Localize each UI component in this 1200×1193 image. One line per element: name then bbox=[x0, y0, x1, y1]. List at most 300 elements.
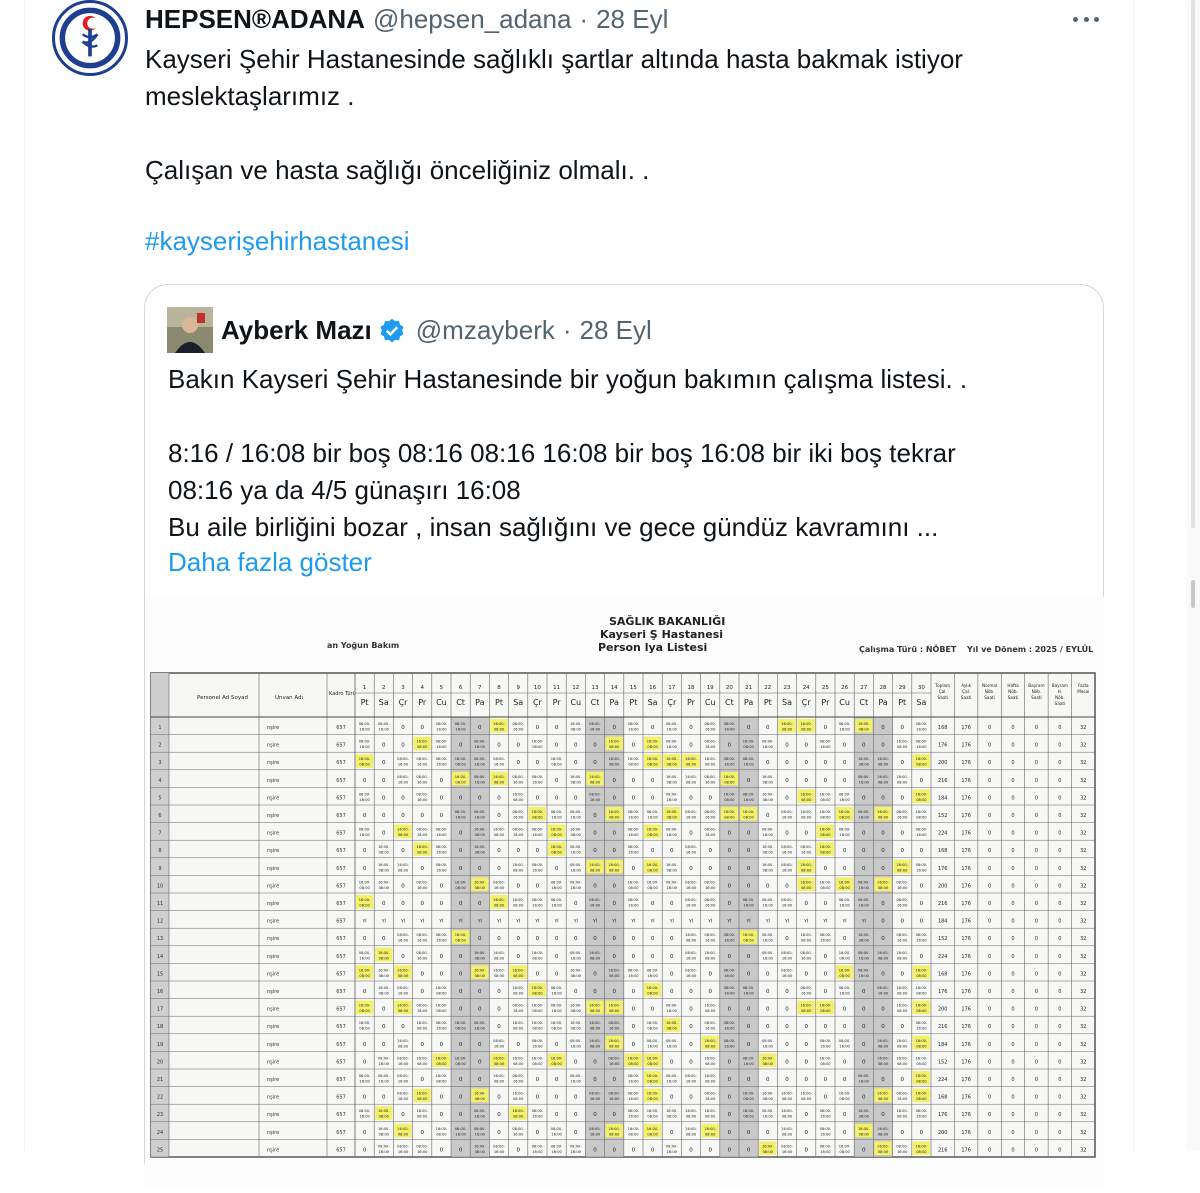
row-number: 14 bbox=[156, 953, 164, 960]
shift-cell: 16:00 bbox=[397, 1097, 409, 1102]
off-cell: 0 bbox=[458, 1041, 463, 1048]
kadro-cell: 657 bbox=[336, 1006, 346, 1013]
leave-cell: Yİ bbox=[458, 919, 463, 925]
shift-cell: 08:00- bbox=[896, 898, 909, 902]
hashtag-link[interactable]: #kayserişehirhastanesi bbox=[145, 226, 410, 256]
shift-cell: 08:00- bbox=[512, 722, 525, 726]
off-cell: 0 bbox=[727, 830, 732, 837]
off-cell: 0 bbox=[574, 795, 578, 802]
shift-cell: 08:00 bbox=[493, 780, 505, 785]
shift-cell: 08:00 bbox=[666, 1026, 677, 1031]
row-number: 10 bbox=[156, 883, 164, 890]
summary-cell: 176 bbox=[937, 1112, 948, 1119]
summary-cell: 0 bbox=[987, 918, 992, 925]
shift-cell: 16:00- bbox=[531, 1056, 544, 1061]
shift-cell: 16:00 bbox=[666, 1079, 677, 1084]
off-cell: 0 bbox=[382, 1094, 386, 1101]
off-cell: 0 bbox=[401, 795, 405, 802]
shift-cell: 08:00 bbox=[685, 938, 697, 943]
off-cell: 0 bbox=[516, 1041, 520, 1048]
off-cell: 0 bbox=[862, 1041, 866, 1048]
summary-header: Mesai bbox=[1077, 689, 1090, 694]
shift-cell: 16:00- bbox=[531, 950, 544, 955]
shift-cell: 08:00- bbox=[358, 722, 371, 726]
summary-header: Saati bbox=[960, 695, 972, 700]
show-more-link[interactable]: Daha fazla göster bbox=[168, 547, 372, 577]
shift-cell: 08:00- bbox=[569, 950, 582, 955]
shift-cell: 08:00 bbox=[647, 1026, 658, 1031]
day-name: Sa bbox=[378, 698, 389, 707]
off-cell: 0 bbox=[382, 795, 386, 802]
shift-cell: 08:00- bbox=[569, 1144, 582, 1149]
shift-cell: 08:00- bbox=[531, 1144, 544, 1149]
shift-cell: 08:00- bbox=[473, 1109, 486, 1114]
off-cell: 0 bbox=[689, 1147, 693, 1154]
unvan-cell: nşire bbox=[267, 918, 280, 925]
day-name: Pt bbox=[763, 698, 772, 707]
off-cell: 0 bbox=[478, 1006, 482, 1013]
shift-cell: 16:00- bbox=[742, 933, 755, 938]
shift-cell: 16:00 bbox=[589, 1132, 601, 1137]
shift-cell: 08:00 bbox=[378, 956, 389, 961]
day-name: Ct bbox=[456, 698, 465, 707]
shift-cell: 16:00 bbox=[493, 1044, 505, 1049]
day-name: Ct bbox=[725, 698, 734, 707]
shift-cell: 16:00- bbox=[646, 827, 659, 832]
off-cell: 0 bbox=[631, 865, 636, 872]
summary-cell: 32 bbox=[1080, 742, 1087, 749]
shift-cell: 16:00- bbox=[838, 1091, 851, 1096]
shift-cell: 16:00- bbox=[473, 1144, 486, 1149]
off-cell: 0 bbox=[458, 901, 463, 907]
shift-cell: 16:00 bbox=[532, 903, 543, 908]
summary-cell: 176 bbox=[961, 848, 971, 855]
attached-schedule-image[interactable] bbox=[145, 597, 1105, 1187]
display-name[interactable]: HEPSEN®ADANA bbox=[145, 4, 365, 34]
off-cell: 0 bbox=[785, 1006, 789, 1013]
leave-cell: Yİ bbox=[669, 919, 674, 925]
shift-cell: 16:00- bbox=[761, 1056, 774, 1061]
off-cell: 0 bbox=[785, 795, 789, 802]
day-number: 5 bbox=[439, 685, 444, 691]
shift-cell: 08:00- bbox=[589, 792, 601, 797]
summary-cell: 0 bbox=[987, 989, 992, 995]
shift-cell: 16:00- bbox=[569, 827, 582, 832]
shift-cell: 16:00 bbox=[589, 727, 601, 732]
shift-cell: 16:00- bbox=[857, 757, 870, 762]
shift-cell: 16:00- bbox=[838, 968, 851, 973]
summary-header: Saati bbox=[1054, 701, 1066, 706]
shift-cell: 16:00- bbox=[550, 757, 563, 762]
shift-cell: 16:00 bbox=[916, 1026, 927, 1031]
avatar[interactable] bbox=[167, 307, 213, 353]
row-number: 18 bbox=[156, 1024, 164, 1031]
off-cell: 0 bbox=[458, 971, 463, 978]
shift-cell: 16:00 bbox=[743, 903, 754, 908]
shift-cell: 08:00- bbox=[627, 1091, 640, 1096]
summary-cell: 32 bbox=[1080, 901, 1087, 907]
summary-cell: 32 bbox=[1080, 830, 1087, 837]
shift-cell: 16:00- bbox=[569, 774, 582, 779]
day-number: 27 bbox=[860, 685, 868, 691]
shift-cell: 08:00 bbox=[781, 1114, 793, 1119]
shift-cell: 08:00- bbox=[608, 1056, 621, 1061]
summary-cell: 0 bbox=[1034, 1129, 1039, 1136]
shift-cell: 16:00- bbox=[761, 862, 774, 867]
shift-cell: 08:00 bbox=[532, 956, 543, 961]
kadro-cell: 657 bbox=[336, 901, 346, 907]
shift-cell: 08:00 bbox=[609, 745, 620, 750]
shift-cell: 16:00 bbox=[705, 780, 716, 785]
shift-cell: 08:00 bbox=[897, 868, 908, 873]
off-cell: 0 bbox=[535, 1129, 540, 1136]
shift-cell: 16:00 bbox=[820, 1114, 831, 1119]
shift-cell: 16:00 bbox=[705, 815, 716, 820]
shift-cell: 16:00- bbox=[569, 1003, 582, 1008]
summary-cell: 32 bbox=[1080, 1041, 1087, 1048]
shift-cell: 08:00- bbox=[915, 722, 928, 726]
shift-cell: 16:00 bbox=[762, 903, 773, 908]
shift-cell: 16:00 bbox=[628, 1097, 639, 1102]
shift-cell: 08:00- bbox=[896, 1144, 909, 1149]
shift-cell: 08:00 bbox=[858, 1132, 869, 1137]
shift-cell: 16:00 bbox=[570, 885, 581, 890]
summary-cell: 200 bbox=[937, 1006, 948, 1013]
leave-cell: Yİ bbox=[516, 919, 521, 925]
shift-cell: 16:00- bbox=[608, 1126, 621, 1131]
shift-cell: 08:00 bbox=[820, 815, 831, 820]
shift-cell: 16:00 bbox=[455, 1132, 466, 1137]
row-number: 2 bbox=[158, 742, 162, 749]
shift-cell: 16:00- bbox=[493, 1074, 505, 1078]
shift-cell: 16:00 bbox=[436, 762, 447, 767]
shift-cell: 08:00 bbox=[666, 815, 677, 820]
shift-cell: 16:00 bbox=[858, 885, 869, 890]
shift-cell: 08:00 bbox=[378, 885, 389, 890]
summary-header: Saati bbox=[937, 695, 949, 700]
scrollbar[interactable] bbox=[1186, 0, 1200, 1151]
summary-cell: 32 bbox=[1080, 795, 1087, 802]
shift-cell: 16:00- bbox=[838, 880, 851, 885]
shift-cell: 16:00- bbox=[550, 1056, 563, 1061]
user-handle[interactable]: @mzayberk bbox=[415, 315, 555, 345]
column-header-title: Unvan Adı bbox=[275, 695, 304, 701]
shift-cell: 08:00- bbox=[781, 898, 793, 902]
day-name: Çr bbox=[801, 698, 811, 707]
shift-cell: 16:00- bbox=[915, 810, 928, 814]
day-number: 14 bbox=[610, 685, 618, 691]
shift-cell: 16:00 bbox=[417, 938, 428, 943]
shift-cell: 16:00 bbox=[762, 956, 773, 961]
shift-cell: 16:00 bbox=[551, 1149, 562, 1154]
shift-cell: 08:00 bbox=[858, 938, 869, 943]
shift-cell: 16:00- bbox=[646, 1109, 659, 1114]
kadro-cell: 657 bbox=[336, 725, 346, 731]
off-cell: 0 bbox=[574, 1094, 578, 1101]
shift-cell: 16:00 bbox=[647, 1044, 658, 1049]
off-cell: 0 bbox=[785, 883, 789, 890]
off-cell: 0 bbox=[746, 830, 751, 837]
shift-cell: 16:00- bbox=[819, 845, 832, 850]
off-cell: 0 bbox=[804, 1077, 808, 1083]
shift-cell: 16:00- bbox=[896, 986, 909, 990]
shift-cell: 08:00- bbox=[838, 827, 851, 832]
shift-cell: 16:00 bbox=[762, 833, 773, 838]
shift-cell: 08:00 bbox=[781, 1132, 793, 1137]
summary-cell: 0 bbox=[1034, 1147, 1039, 1154]
off-cell: 0 bbox=[593, 1077, 597, 1083]
off-cell: 0 bbox=[862, 989, 866, 995]
shift-cell: 08:00 bbox=[685, 1132, 697, 1137]
unvan-cell: nşire bbox=[267, 813, 280, 819]
shift-cell: 16:00- bbox=[512, 1056, 525, 1061]
off-cell: 0 bbox=[900, 1024, 904, 1031]
shift-cell: 16:00 bbox=[570, 1044, 581, 1049]
off-cell: 0 bbox=[593, 971, 597, 978]
shift-cell: 08:00 bbox=[916, 1044, 927, 1049]
shift-cell: 16:00 bbox=[820, 1044, 831, 1049]
shift-cell: 16:00- bbox=[838, 950, 851, 955]
off-cell: 0 bbox=[516, 953, 520, 960]
summary-cell: 0 bbox=[1034, 953, 1039, 960]
shift-cell: 16:00 bbox=[628, 1079, 639, 1084]
shift-cell: 16:00- bbox=[896, 1056, 909, 1061]
off-cell: 0 bbox=[516, 883, 520, 890]
shift-cell: 08:00 bbox=[474, 850, 485, 855]
off-cell: 0 bbox=[420, 1041, 424, 1048]
off-cell: 0 bbox=[746, 883, 751, 890]
shift-cell: 16:00 bbox=[839, 727, 850, 732]
shift-cell: 08:00 bbox=[897, 1114, 908, 1119]
shift-cell: 08:00 bbox=[455, 1061, 466, 1066]
summary-cell: 200 bbox=[937, 883, 948, 890]
off-cell: 0 bbox=[842, 848, 847, 855]
off-cell: 0 bbox=[766, 813, 770, 819]
off-cell: 0 bbox=[670, 901, 674, 907]
summary-header: H. bbox=[1057, 689, 1063, 694]
shift-cell: 16:00 bbox=[551, 903, 562, 908]
shift-cell: 16:00 bbox=[359, 745, 370, 750]
shift-cell: 08:00 bbox=[877, 956, 889, 961]
shift-cell: 08:00- bbox=[550, 1126, 563, 1131]
off-cell: 0 bbox=[919, 918, 924, 925]
shift-cell: 08:00 bbox=[897, 991, 908, 996]
unvan-cell: nşire bbox=[267, 742, 280, 749]
summary-cell: 0 bbox=[1011, 725, 1015, 731]
off-cell: 0 bbox=[554, 742, 559, 749]
scrollbar-thumb[interactable] bbox=[1191, 580, 1195, 608]
shift-cell: 08:00 bbox=[801, 1009, 812, 1014]
shift-cell: 08:00 bbox=[609, 1009, 620, 1014]
day-name: Pr bbox=[552, 698, 561, 707]
off-cell: 0 bbox=[401, 848, 405, 855]
off-cell: 0 bbox=[439, 795, 444, 802]
summary-cell: 0 bbox=[1058, 1147, 1062, 1154]
summary-cell: 224 bbox=[937, 953, 948, 960]
shift-cell: 08:00- bbox=[416, 933, 429, 938]
summary-header: Aylık bbox=[961, 683, 972, 688]
shift-cell: 08:00- bbox=[358, 827, 371, 832]
shift-cell: 08:00- bbox=[685, 880, 697, 885]
shift-cell: 08:00 bbox=[378, 868, 389, 873]
off-cell: 0 bbox=[362, 1094, 367, 1101]
shift-cell: 08:00 bbox=[551, 1061, 562, 1066]
shift-cell: 16:00- bbox=[800, 1091, 813, 1096]
shift-cell: 16:00 bbox=[474, 745, 485, 750]
shift-cell: 16:00- bbox=[397, 1126, 409, 1131]
shift-cell: 08:00 bbox=[762, 797, 773, 802]
summary-cell: 0 bbox=[1011, 1077, 1015, 1083]
shift-cell: 16:00- bbox=[646, 739, 659, 744]
off-cell: 0 bbox=[593, 760, 597, 767]
off-cell: 0 bbox=[670, 848, 674, 855]
off-cell: 0 bbox=[382, 830, 386, 837]
shift-cell: 16:00- bbox=[416, 845, 429, 850]
summary-cell: 216 bbox=[937, 1147, 948, 1154]
shift-cell: 08:00 bbox=[609, 1044, 620, 1049]
off-cell: 0 bbox=[612, 953, 616, 960]
shift-cell: 16:00 bbox=[609, 1061, 620, 1066]
kadro-cell: 657 bbox=[336, 1147, 346, 1154]
shift-cell: 08:00 bbox=[666, 1114, 677, 1119]
shift-cell: 16:00 bbox=[762, 1044, 773, 1049]
shift-cell: 16:00 bbox=[877, 991, 889, 996]
shift-cell: 16:00 bbox=[685, 1079, 697, 1084]
summary-cell: 0 bbox=[1058, 936, 1062, 943]
summary-cell: 176 bbox=[961, 830, 971, 837]
shift-cell: 08:00 bbox=[647, 1114, 658, 1119]
summary-cell: 176 bbox=[961, 989, 971, 995]
off-cell: 0 bbox=[535, 936, 540, 943]
quoted-tweet[interactable] bbox=[144, 284, 1104, 1184]
summary-cell: 0 bbox=[1034, 848, 1039, 855]
summary-header: Çal. bbox=[938, 689, 947, 694]
off-cell: 0 bbox=[458, 953, 463, 960]
off-cell: 0 bbox=[458, 1006, 463, 1013]
summary-cell: 216 bbox=[937, 777, 948, 784]
shift-cell: 08:00- bbox=[704, 722, 717, 726]
off-cell: 0 bbox=[727, 848, 732, 855]
shift-cell: 16:00- bbox=[800, 933, 813, 938]
off-cell: 0 bbox=[746, 1024, 751, 1031]
tweet-date[interactable]: 28 Eyl bbox=[579, 315, 652, 345]
shift-cell: 08:00- bbox=[493, 757, 505, 762]
unvan-cell: nşire bbox=[267, 1094, 280, 1101]
shift-cell: 08:00 bbox=[417, 1026, 428, 1031]
shift-cell: 16:00 bbox=[397, 762, 409, 767]
tweet-text-line: Kayseri Şehir Hastanesinde sağlıklı şartlar altında hasta bakmak istiyor bbox=[145, 44, 963, 74]
summary-cell: 32 bbox=[1080, 1077, 1087, 1083]
shift-cell: 16:00- bbox=[531, 1003, 544, 1008]
shift-cell: 08:00 bbox=[897, 1044, 908, 1049]
shift-cell: 16:00- bbox=[896, 862, 909, 867]
summary-cell: 0 bbox=[1058, 1006, 1062, 1013]
shift-cell: 16:00 bbox=[513, 1009, 524, 1014]
shift-cell: 16:00 bbox=[417, 797, 428, 802]
off-cell: 0 bbox=[478, 865, 482, 872]
shift-cell: 08:00 bbox=[417, 1097, 428, 1102]
day-name: Cu bbox=[839, 698, 850, 707]
shift-cell: 08:00 bbox=[877, 885, 889, 890]
shift-cell: 08:00 bbox=[762, 850, 773, 855]
leave-cell: Yİ bbox=[420, 919, 425, 925]
row-number: 9 bbox=[158, 865, 162, 872]
shift-cell: 16:00 bbox=[589, 797, 601, 802]
off-cell: 0 bbox=[823, 1094, 828, 1101]
shift-cell: 16:00 bbox=[685, 973, 697, 978]
shift-cell: 16:00- bbox=[877, 1056, 889, 1061]
leave-cell: Yİ bbox=[400, 919, 406, 925]
summary-cell: 0 bbox=[987, 1006, 992, 1013]
shift-cell: 16:00- bbox=[915, 1056, 928, 1061]
shift-cell: 16:00- bbox=[627, 757, 640, 762]
off-cell: 0 bbox=[631, 1041, 636, 1048]
shift-cell: 08:00- bbox=[589, 722, 601, 726]
shift-cell: 16:00- bbox=[742, 1091, 755, 1096]
quoted-text-line: Bu aile birliğini bozar , insan sağlığını ve gece gündüz kavramını ... bbox=[168, 512, 939, 542]
day-number: 9 bbox=[516, 685, 520, 691]
shift-cell: 08:00 bbox=[570, 1009, 581, 1014]
shift-cell: 08:00 bbox=[762, 868, 773, 873]
shift-cell: 16:00- bbox=[377, 986, 390, 990]
summary-cell: 0 bbox=[1034, 1094, 1039, 1101]
shift-cell: 16:00- bbox=[627, 880, 640, 885]
summary-cell: 0 bbox=[1058, 1024, 1062, 1031]
leave-cell: Yİ bbox=[688, 919, 694, 925]
shift-cell: 16:00 bbox=[724, 973, 735, 978]
shift-cell: 16:00 bbox=[666, 745, 677, 750]
shift-cell: 16:00 bbox=[570, 815, 581, 820]
summary-cell: 176 bbox=[961, 953, 971, 960]
shift-cell: 08:00- bbox=[915, 933, 928, 938]
shift-cell: 16:00- bbox=[627, 1126, 640, 1131]
row-number: 22 bbox=[156, 1094, 164, 1101]
off-cell: 0 bbox=[746, 1041, 751, 1048]
document-unit: an Yoğun Bakım bbox=[327, 641, 400, 650]
avatar[interactable] bbox=[52, 0, 128, 76]
user-handle[interactable]: @hepsen_adana bbox=[372, 4, 572, 34]
shift-cell: 08:00- bbox=[646, 968, 659, 973]
shift-cell: 16:00 bbox=[417, 762, 428, 767]
off-cell: 0 bbox=[593, 936, 597, 943]
summary-header: Nöb. bbox=[1008, 689, 1018, 694]
shift-cell: 08:00- bbox=[723, 757, 736, 762]
shift-cell: 16:00- bbox=[512, 1109, 525, 1114]
shift-cell: 16:00 bbox=[820, 938, 831, 943]
shift-cell: 08:00- bbox=[397, 1091, 409, 1096]
unvan-cell: nşire bbox=[267, 1147, 280, 1154]
shift-cell: 08:00- bbox=[819, 1144, 832, 1149]
display-name[interactable]: Ayberk Mazı bbox=[221, 315, 372, 345]
off-cell: 0 bbox=[766, 989, 770, 995]
shift-cell: 16:00 bbox=[724, 727, 735, 732]
shift-cell: 08:00 bbox=[493, 727, 505, 732]
off-cell: 0 bbox=[362, 1041, 367, 1048]
shift-cell: 16:00 bbox=[359, 833, 370, 838]
shift-cell: 16:00- bbox=[512, 898, 525, 902]
shift-cell: 16:00 bbox=[705, 1097, 716, 1102]
tweet-date[interactable]: 28 Eyl bbox=[596, 4, 669, 34]
off-cell: 0 bbox=[746, 1077, 751, 1083]
shift-cell: 08:00- bbox=[416, 774, 429, 779]
shift-cell: 08:00- bbox=[512, 1126, 525, 1131]
more-options-icon[interactable] bbox=[1068, 4, 1104, 34]
off-cell: 0 bbox=[727, 1129, 732, 1136]
shift-cell: 16:00 bbox=[858, 956, 869, 961]
shift-cell: 08:00 bbox=[647, 885, 658, 890]
shift-cell: 08:00- bbox=[473, 757, 486, 762]
off-cell: 0 bbox=[478, 795, 482, 802]
